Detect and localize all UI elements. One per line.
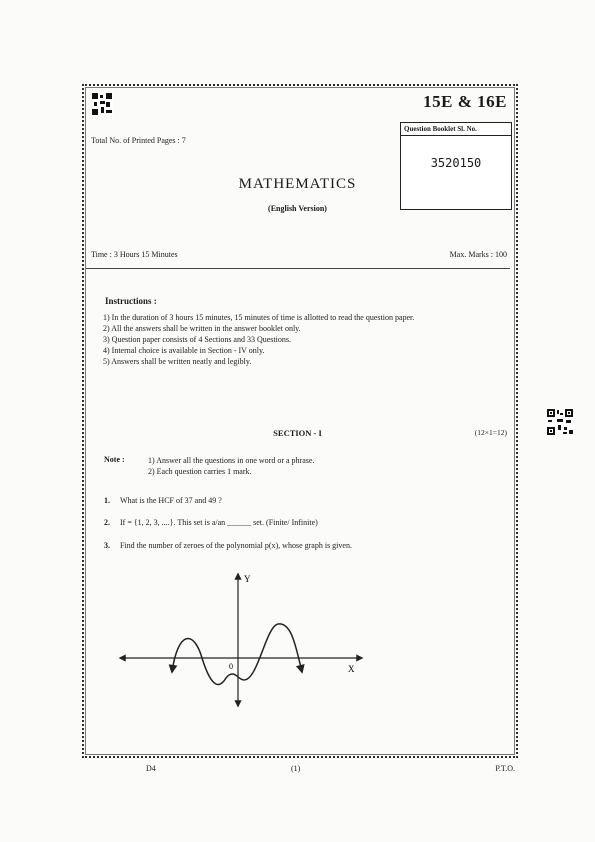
instruction-item: 3) Question paper consists of 4 Sections and 33 Questions.: [103, 335, 291, 344]
instructions-list: [103, 312, 503, 367]
y-axis-label: Y: [244, 574, 251, 584]
origin-label: 0: [229, 662, 233, 671]
max-marks: Max. Marks : 100: [449, 250, 507, 259]
instruction-item: 5) Answers shall be written neatly and legibly.: [103, 357, 252, 366]
instruction-item: 4) Internal choice is available in Section - IV only.: [103, 346, 265, 355]
pto-label: P.T.O.: [495, 764, 515, 773]
divider: [86, 268, 510, 269]
instruction-item: 2) All the answers shall be written in the answer booklet only.: [103, 324, 301, 333]
booklet-serial-number: 3520150: [430, 156, 482, 170]
instructions-heading: Instructions :: [105, 296, 157, 306]
question-1: [104, 496, 222, 505]
x-axis-label: X: [348, 664, 355, 674]
polynomial-curve: [172, 624, 302, 685]
question-text: Find the number of zeroes of the polynomial p(x), whose graph is given.: [120, 541, 352, 550]
barcode-icon: [91, 92, 113, 116]
booklet-serial-box: [400, 122, 512, 210]
polynomial-graph: [112, 568, 372, 708]
page-number: (1): [291, 764, 301, 773]
question-number: 3.: [104, 541, 110, 550]
booklet-serial-label: Question Booklet Sl. No.: [401, 123, 511, 136]
exam-duration: Time : 3 Hours 15 Minutes: [91, 250, 178, 259]
question-number: 1.: [104, 496, 110, 505]
printed-pages: Total No. of Printed Pages : 7: [91, 136, 186, 145]
subject-title: MATHEMATICS: [238, 176, 357, 192]
question-number: 2.: [104, 518, 110, 527]
question-text: If = {1, 2, 3, ....}. This set is a/an ______ set. (Finite/ Infinite): [120, 518, 318, 527]
section-title: SECTION - I: [273, 428, 322, 438]
note-label: Note :: [104, 455, 125, 464]
note-item: 2) Each question carries 1 mark.: [148, 467, 252, 476]
question-3: [104, 541, 352, 550]
footer-code: D4: [146, 764, 156, 773]
note-item: 1) Answer all the questions in one word or a phrase.: [148, 456, 315, 465]
paper-code: 15E & 16E: [423, 92, 507, 111]
section-marks: (12×1=12): [474, 428, 507, 437]
instruction-item: 1) In the duration of 3 hours 15 minutes, 15 minutes of time is allotted to read the question paper.: [103, 313, 415, 322]
question-text: What is the HCF of 37 and 49 ?: [120, 496, 222, 505]
question-2: [104, 518, 318, 527]
note-list: [148, 455, 314, 477]
version-subtitle: (English Version): [268, 204, 327, 213]
